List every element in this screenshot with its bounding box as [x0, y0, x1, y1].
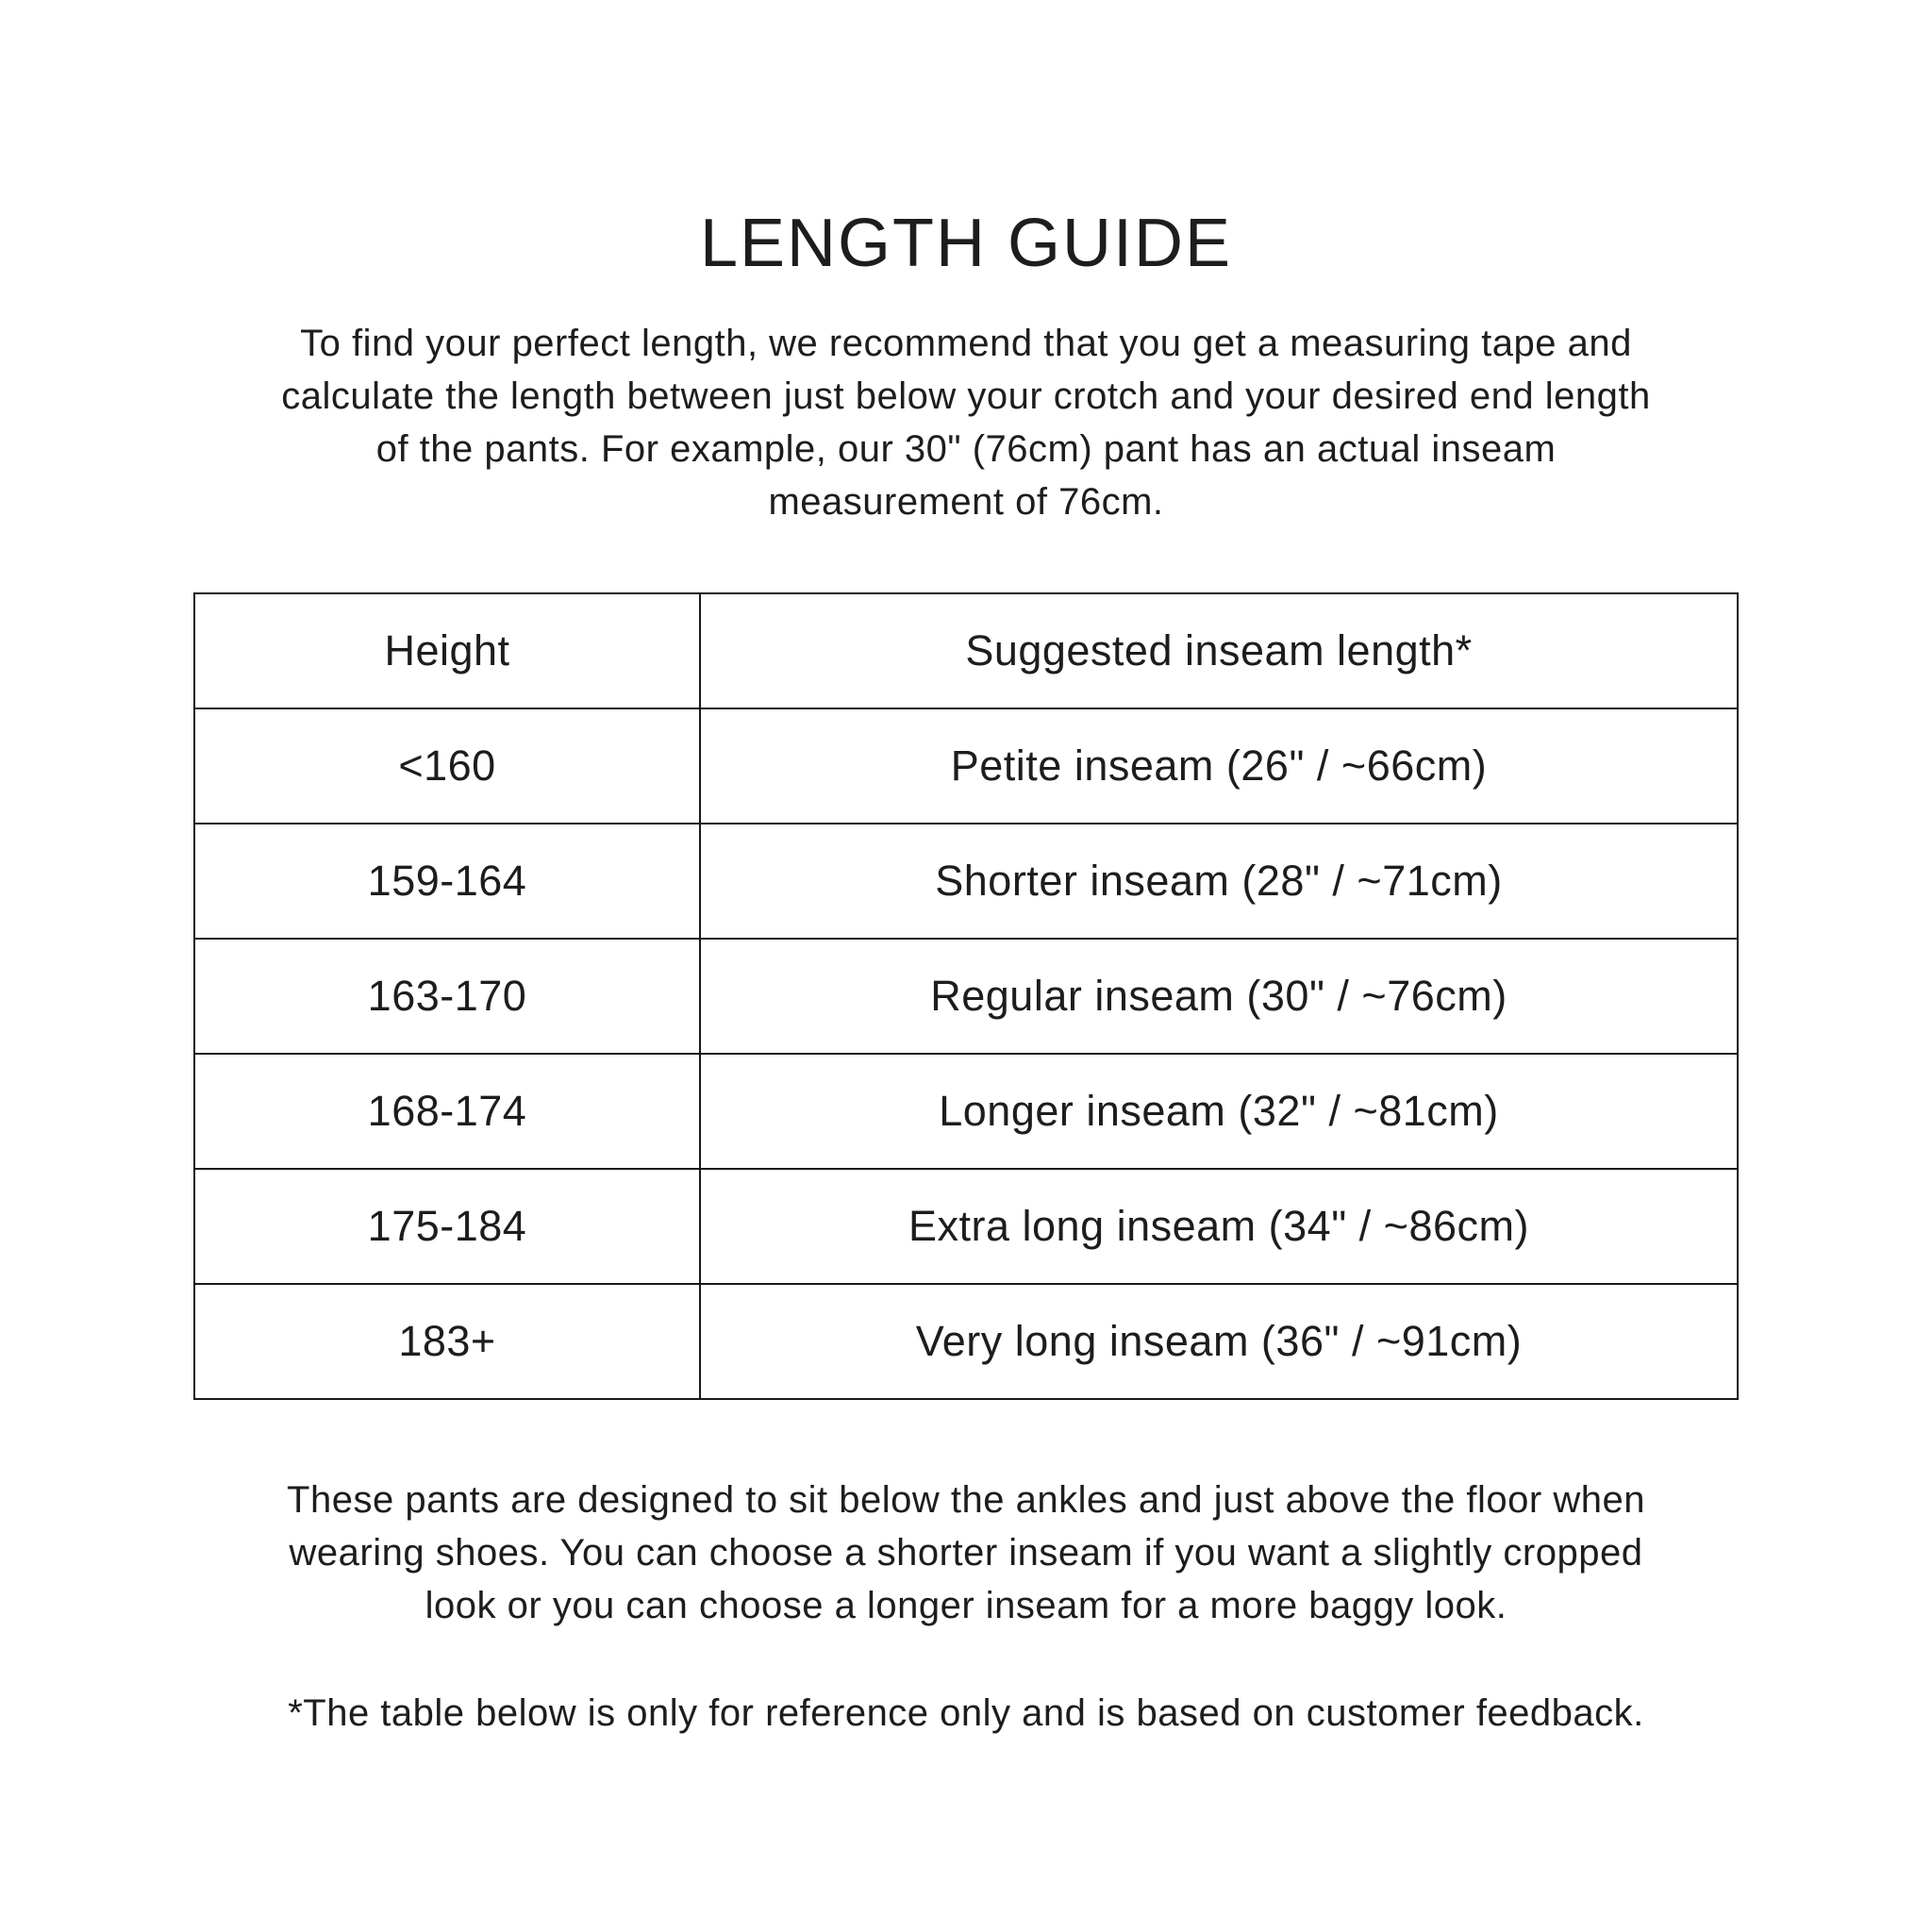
fit-note-paragraph	[174, 1474, 1758, 1632]
inseam-cell: Shorter inseam (28" / ~71cm)	[700, 824, 1738, 939]
table-row-shorter	[194, 824, 1738, 939]
table-row-petite	[194, 708, 1738, 824]
table-row-longer	[194, 1054, 1738, 1169]
height-cell: <160	[194, 708, 700, 824]
reference-note: *The table below is only for reference only and is based on customer feedback.	[288, 1692, 1644, 1734]
intro-line-3: of the pants. For example, our 30" (76cm) pant has an actual inseam	[375, 428, 1557, 470]
fit-note-line-1: These pants are designed to sit below the ankles and just above the floor when	[287, 1479, 1645, 1521]
table-row-extra-long	[194, 1169, 1738, 1284]
inseam-column-header: Suggested inseam length*	[700, 593, 1738, 708]
table-row-very-long	[194, 1284, 1738, 1399]
inseam-length-table	[193, 592, 1739, 1400]
intro-paragraph	[174, 317, 1758, 528]
table-row-regular	[194, 939, 1738, 1054]
height-cell: 183+	[194, 1284, 700, 1399]
inseam-cell: Longer inseam (32" / ~81cm)	[700, 1054, 1738, 1169]
height-cell: 168-174	[194, 1054, 700, 1169]
height-cell: 159-164	[194, 824, 700, 939]
height-cell: 163-170	[194, 939, 700, 1054]
height-cell: 175-184	[194, 1169, 700, 1284]
page-title: LENGTH GUIDE	[699, 206, 1233, 281]
inseam-cell: Extra long inseam (34" / ~86cm)	[700, 1169, 1738, 1284]
intro-line-4: measurement of 76cm.	[768, 481, 1164, 523]
height-column-header: Height	[194, 593, 700, 708]
table-header-row	[194, 593, 1738, 708]
inseam-cell: Very long inseam (36" / ~91cm)	[700, 1284, 1738, 1399]
intro-line-1: To find your perfect length, we recommend that you get a measuring tape and	[300, 323, 1632, 364]
inseam-cell: Petite inseam (26" / ~66cm)	[700, 708, 1738, 824]
fit-note-line-3: look or you can choose a longer inseam for a more baggy look.	[425, 1585, 1507, 1626]
intro-line-2: calculate the length between just below your crotch and your desired end length	[281, 375, 1651, 417]
fit-note-line-2: wearing shoes. You can choose a shorter inseam if you want a slightly cropped	[289, 1532, 1643, 1574]
inseam-cell: Regular inseam (30" / ~76cm)	[700, 939, 1738, 1054]
